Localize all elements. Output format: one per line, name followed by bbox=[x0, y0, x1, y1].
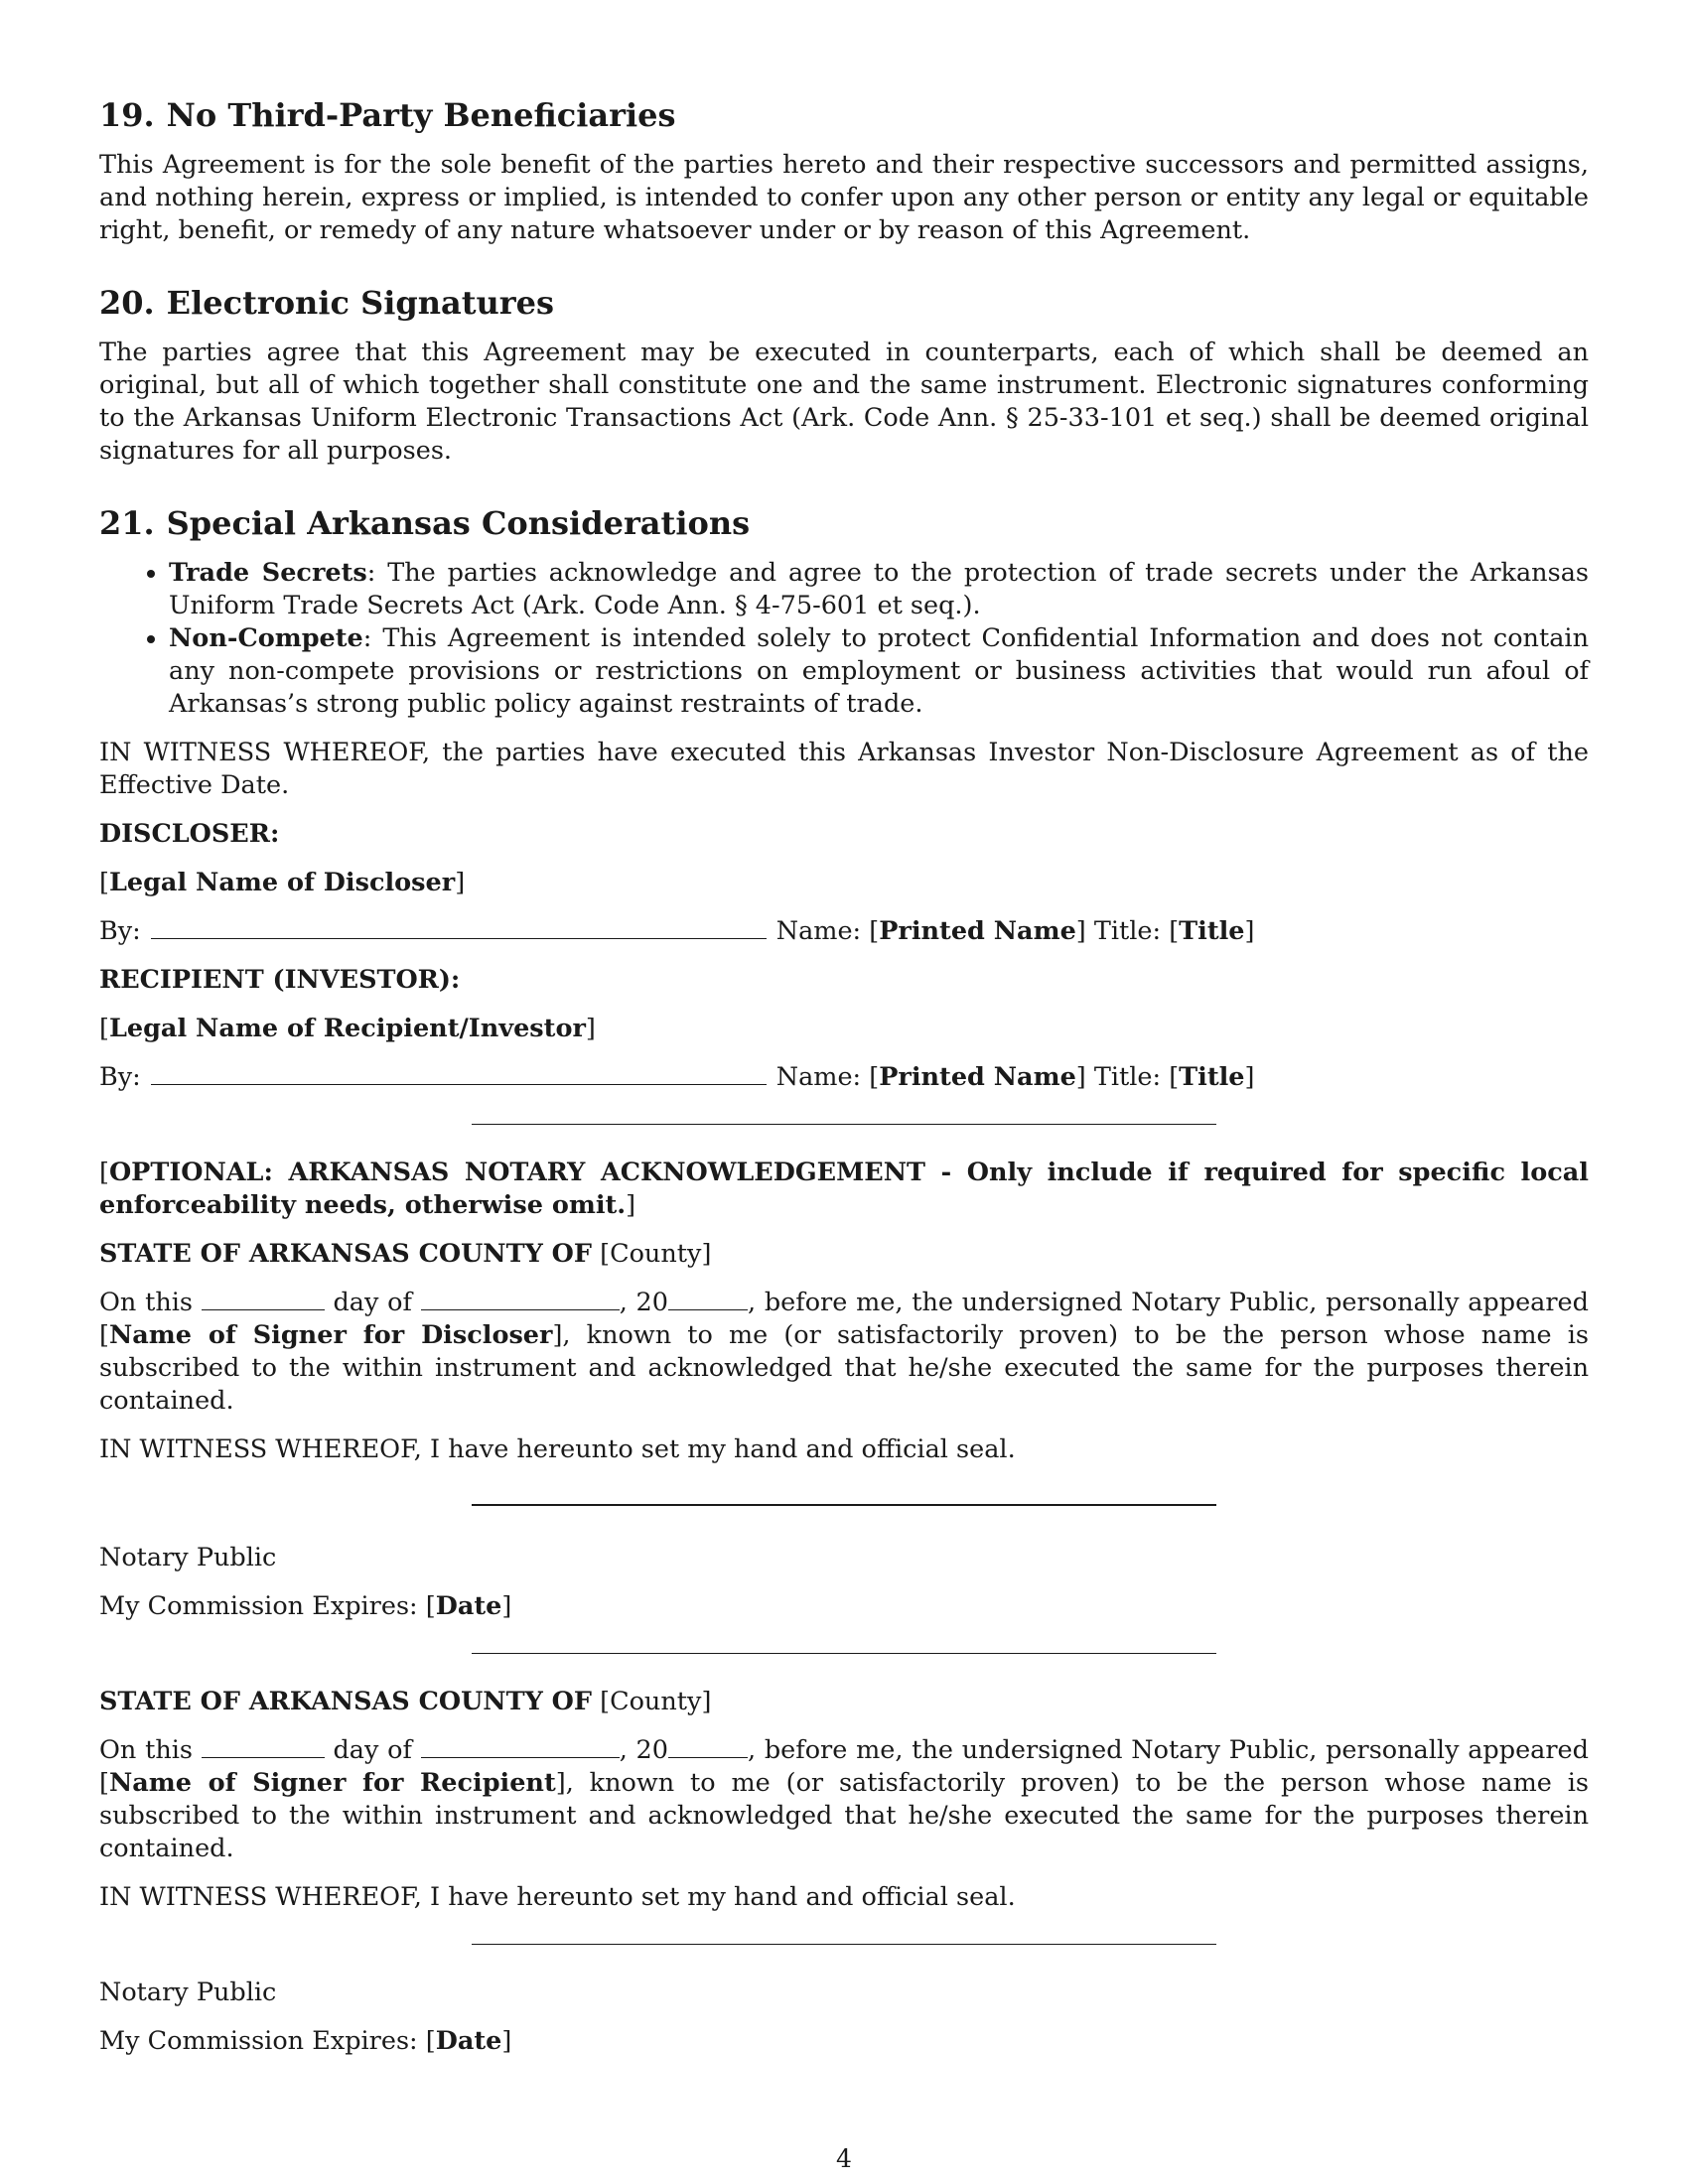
known-to-me-text: , known to me (or satisfactorily proven) to be the person whose name is subscribed to the within instrument and acknowledged that he/she executed the same for the purposes therein contained. bbox=[99, 1320, 1589, 1416]
name-label: Name: bbox=[775, 916, 862, 946]
section-divider bbox=[472, 1124, 1216, 1125]
discloser-legal-name: [Legal Name of Discloser] bbox=[99, 868, 466, 897]
notary-signature-line[interactable] bbox=[472, 1944, 1216, 1945]
section-heading bbox=[99, 283, 1589, 323]
discloser-heading bbox=[99, 818, 1589, 851]
item-term: Non-Compete bbox=[169, 623, 363, 653]
witness-clause: IN WITNESS WHEREOF, the parties have executed this Arkansas Investor Non-Disclosure Agreement as of the Effective Date. bbox=[99, 738, 1589, 800]
recipient-legal-name-text: Legal Name of Recipient/Investor bbox=[108, 1014, 586, 1043]
list-item bbox=[169, 622, 1589, 721]
notary-signature-line[interactable] bbox=[472, 1504, 1216, 1506]
notary-witness: IN WITNESS WHEREOF, I have hereunto set my hand and official seal. bbox=[99, 1882, 1016, 1912]
notary-witness: IN WITNESS WHEREOF, I have hereunto set my hand and official seal. bbox=[99, 1434, 1016, 1464]
month-blank[interactable] bbox=[421, 1288, 620, 1310]
signer-discloser-placeholder: Name of Signer for Discloser bbox=[108, 1320, 553, 1350]
day-of-text: day of bbox=[333, 1288, 412, 1317]
year-blank[interactable] bbox=[668, 1735, 748, 1758]
signature-field[interactable] bbox=[151, 916, 767, 939]
signer-recipient-placeholder: Name of Signer for Recipient bbox=[108, 1768, 556, 1798]
printed-name-placeholder: Printed Name bbox=[879, 916, 1076, 946]
title-label: Title: bbox=[1093, 1062, 1162, 1092]
page-content bbox=[99, 95, 1589, 2074]
section-body: This Agreement is for the sole benefit of the parties hereto and their respective successors and permitted assigns, and nothing herein, express or implied, is intended to confer upon any other person or entity any legal or equitable right, benefit, or remedy of any nature whatsoever under or by reason of this Agreement. bbox=[99, 150, 1589, 245]
section-heading bbox=[99, 95, 1589, 135]
date-placeholder: Date bbox=[435, 2026, 502, 2056]
recipient-heading-text: RECIPIENT (INVESTOR): bbox=[99, 965, 461, 995]
discloser-heading-text: DISCLOSER: bbox=[99, 819, 280, 849]
notary-optional-heading: [OPTIONAL: ARKANSAS NOTARY ACKNOWLEDGEMENT - Only include if required for specific local enforceability needs, otherwise omit.] bbox=[99, 1158, 1589, 1220]
section-divider bbox=[472, 1653, 1216, 1654]
year-prefix: , 20 bbox=[619, 1288, 668, 1317]
title-placeholder: Title bbox=[1179, 916, 1245, 946]
section-title: No Third-Party Beneficiaries bbox=[166, 96, 676, 134]
considerations-list bbox=[99, 557, 1589, 721]
day-of-text: day of bbox=[333, 1735, 412, 1765]
known-to-me-text: , known to me (or satisfactorily proven) to be the person whose name is subscribed to the within instrument and acknowledged that he/she executed the same for the purposes therein contained. bbox=[99, 1768, 1589, 1863]
commission-expires: My Commission Expires: [Date] bbox=[99, 2026, 512, 2056]
date-placeholder: Date bbox=[435, 1591, 502, 1621]
year-prefix: , 20 bbox=[619, 1735, 668, 1765]
commission-label: My Commission Expires: bbox=[99, 1591, 418, 1621]
before-me-text: , before me, the undersigned Notary Public, personally appeared bbox=[748, 1735, 1589, 1765]
recipient-signature-line: By: Name: [Printed Name] Title: [Title] bbox=[99, 1062, 1255, 1092]
on-this-text: On this bbox=[99, 1288, 193, 1317]
commission-label: My Commission Expires: bbox=[99, 2026, 418, 2056]
section-19 bbox=[99, 95, 1589, 247]
recipient-heading bbox=[99, 964, 1589, 997]
section-title: Electronic Signatures bbox=[166, 284, 555, 322]
section-number: 19. bbox=[99, 96, 155, 134]
year-blank[interactable] bbox=[668, 1288, 748, 1310]
notary-acknowledgement-discloser: On this day of , 20 , before me, the undersigned Notary Public, personally appeared [Name of Signer for Discloser], known to me (or satisfactorily proven) to be the person whose name is subscribed to the within instrument and acknowledged that he/she executed the same for the purposes therein contained. bbox=[99, 1288, 1589, 1416]
day-blank[interactable] bbox=[202, 1288, 325, 1310]
list-item bbox=[169, 557, 1589, 622]
commission-expires: My Commission Expires: [Date] bbox=[99, 1591, 512, 1621]
name-label: Name: bbox=[775, 1062, 862, 1092]
notary-optional-heading-text: OPTIONAL: ARKANSAS NOTARY ACKNOWLEDGEMENT - Only include if required for specific local enforceability needs, otherwise omit. bbox=[99, 1158, 1589, 1220]
item-text: : This Agreement is intended solely to protect Confidential Information and does not contain any non-compete provisions or restrictions on employment or business activities that would run afoul of Arkansas’s strong public policy against restraints of trade. bbox=[169, 623, 1589, 719]
recipient-legal-name: [Legal Name of Recipient/Investor] bbox=[99, 1014, 596, 1043]
section-20 bbox=[99, 283, 1589, 468]
discloser-signature-line: By: Name: [Printed Name] Title: [Title] bbox=[99, 916, 1255, 946]
month-blank[interactable] bbox=[421, 1735, 620, 1758]
before-me-text: , before me, the undersigned Notary Public, personally appeared bbox=[748, 1288, 1589, 1317]
notary-state-county: STATE OF ARKANSAS COUNTY OF [County] bbox=[99, 1239, 712, 1269]
day-blank[interactable] bbox=[202, 1735, 325, 1758]
by-label: By: bbox=[99, 1062, 141, 1092]
by-label: By: bbox=[99, 916, 141, 946]
title-label: Title: bbox=[1093, 916, 1162, 946]
notary-public-label: Notary Public bbox=[99, 1978, 277, 2007]
notary-public-label: Notary Public bbox=[99, 1543, 277, 1572]
section-title: Special Arkansas Considerations bbox=[166, 504, 751, 542]
section-heading bbox=[99, 503, 1589, 543]
state-county-label: STATE OF ARKANSAS COUNTY OF bbox=[99, 1239, 592, 1269]
title-placeholder: Title bbox=[1179, 1062, 1245, 1092]
item-term: Trade Secrets bbox=[169, 558, 367, 588]
discloser-legal-name-text: Legal Name of Discloser bbox=[108, 868, 456, 897]
page-number: 4 bbox=[836, 2144, 852, 2173]
signature-field[interactable] bbox=[151, 1062, 767, 1085]
county-placeholder: County bbox=[610, 1687, 702, 1716]
section-body: The parties agree that this Agreement may be executed in counterparts, each of which shall be deemed an original, but all of which together shall constitute one and the same instrument. Electronic signatures conforming to the Arkansas Uniform Electronic Transactions Act (Ark. Code Ann. § 25-33-101 et seq.) shall be deemed original signatures for all purposes. bbox=[99, 338, 1589, 466]
notary-state-county: STATE OF ARKANSAS COUNTY OF [County] bbox=[99, 1687, 712, 1716]
on-this-text: On this bbox=[99, 1735, 193, 1765]
item-text: : The parties acknowledge and agree to the protection of trade secrets under the Arkansas Uniform Trade Secrets Act (Ark. Code Ann. § 4-75-601 et seq.). bbox=[169, 558, 1589, 620]
notary-acknowledgement-recipient: On this day of , 20 , before me, the undersigned Notary Public, personally appeared [Name of Signer for Recipient], known to me (or satisfactorily proven) to be the person whose name is subscribed to the within instrument and acknowledged that he/she executed the same for the purposes therein contained. bbox=[99, 1735, 1589, 1863]
section-number: 21. bbox=[99, 504, 155, 542]
section-21 bbox=[99, 503, 1589, 721]
section-number: 20. bbox=[99, 284, 155, 322]
county-placeholder: County bbox=[610, 1239, 702, 1269]
state-county-label: STATE OF ARKANSAS COUNTY OF bbox=[99, 1687, 592, 1716]
printed-name-placeholder: Printed Name bbox=[879, 1062, 1076, 1092]
